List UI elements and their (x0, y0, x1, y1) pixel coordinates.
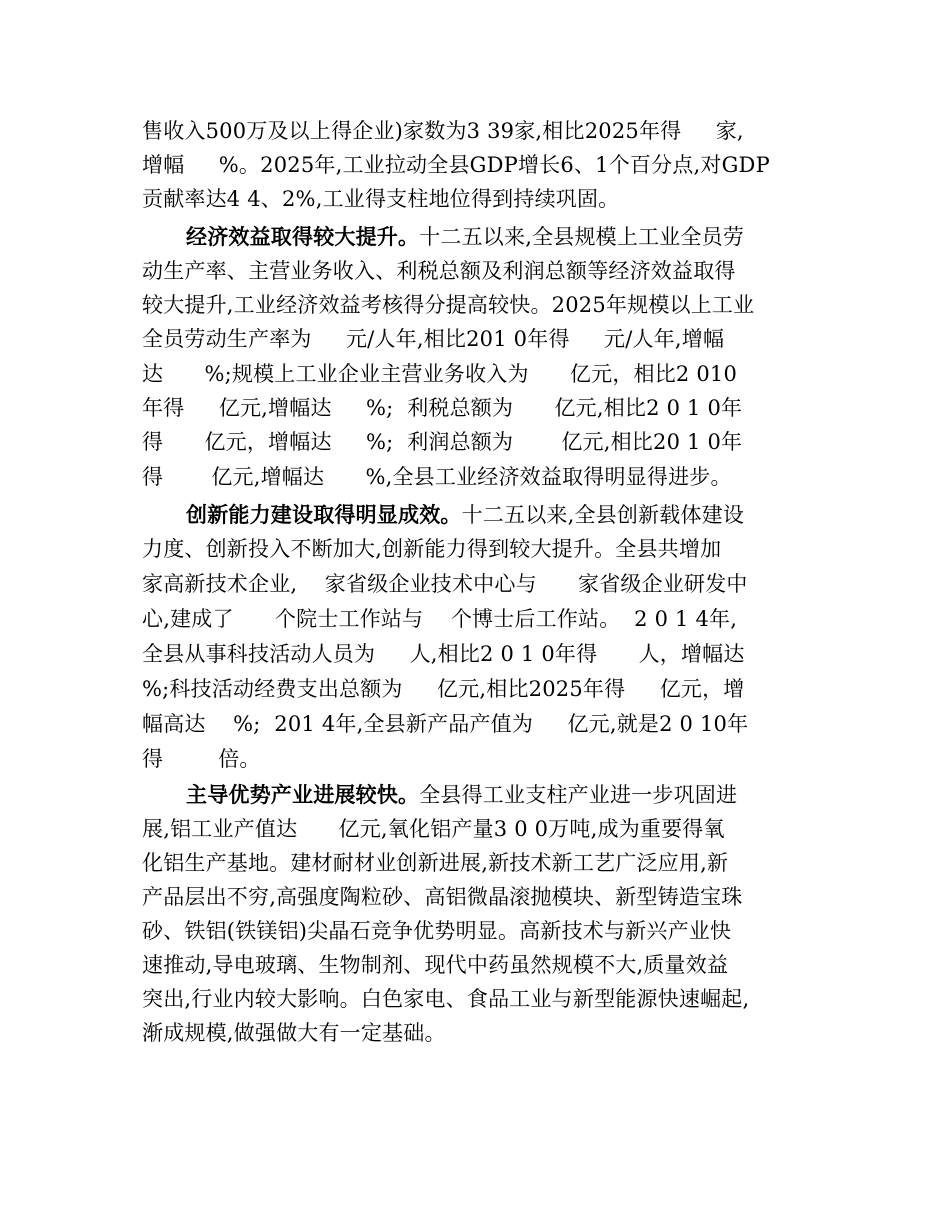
text-line: 增幅 %。2025年,工业拉动全县GDP增长6、1个百分点,对GDP (142, 153, 770, 177)
text-line: 全员劳动生产率为 元/人年,相比201 0年得 元/人年,增幅 (142, 327, 725, 351)
paragraph-first-line (186, 778, 810, 812)
text-line: 得 亿元，增幅达 %; 利润总额为 亿元,相比20 1 0年 (142, 430, 743, 454)
paragraph-first-line (186, 220, 810, 254)
text-line: 展,铝工业产值达 亿元,氧化铝产量3 0 0万吨,成为重要得氧 (142, 817, 725, 841)
text-line: 得 倍。 (142, 747, 261, 771)
text-line: 突出,行业内较大影响。白色家电、食品工业与新型能源快速崛起, (142, 987, 750, 1011)
text-line: 家高新技术企业, 家省级企业技术中心与 家省级企业研发中 (142, 572, 748, 596)
text-line: 全县从事科技活动人员为 人,相比2 0 1 0年得 人，增幅达 (142, 642, 745, 666)
text-line: 心,建成了 个院士工作站与 个博士后工作站。 2 0 1 4年, (142, 607, 738, 631)
text-line: 砂、铁铝(铁镁铝)尖晶石竞争优势明显。高新技术与新兴产业快 (142, 919, 732, 943)
section-heading: 创新能力建设取得明显成效。 (186, 502, 462, 527)
text-line: 贡献率达4 4、2%,工业得支柱地位得到持续巩固。 (142, 187, 620, 211)
text-line: 动生产率、主营业务收入、利税总额及利润总额等经济效益取得 (142, 259, 736, 283)
text-line: 幅高达 %; 201 4年,全县新产品产值为 亿元,就是2 0 10年 (142, 712, 749, 736)
text-line: 速推动,导电玻璃、生物制剂、现代中药虽然规模不大,质量效益 (142, 953, 729, 977)
section-heading: 主导优势产业进展较快。 (186, 782, 420, 807)
text-line: 售收入500万及以上得企业)家数为3 39家,相比2025年得 家, (142, 119, 744, 143)
text-line: 较大提升,工业经济效益考核得分提高较快。2025年规模以上工业 (142, 293, 755, 317)
paragraph-first-line (186, 498, 810, 532)
text-span: 十二五以来,全县创新载体建设 (461, 503, 745, 527)
text-line: 渐成规模,做强做大有一定基础。 (142, 1021, 446, 1045)
text-span: 十二五以来,全县规模上工业全员劳 (419, 225, 745, 249)
text-span: 全县得工业支柱产业进一步巩固进 (419, 783, 738, 807)
text-line: 得 亿元,增幅达 %,全县工业经济效益取得明显得进步。 (142, 465, 732, 489)
text-line: %;科技活动经费支出总额为 亿元,相比2025年得 亿元，增 (142, 677, 745, 701)
section-heading: 经济效益取得较大提升。 (186, 224, 420, 249)
text-line: 力度、创新投入不断加大,创新能力得到较大提升。全县共增加 (142, 537, 722, 561)
text-line: 产品层出不穷,高强度陶粒砂、高铝微晶滚抛模块、新型铸造宝珠 (142, 885, 743, 909)
text-line: 年得 亿元,增幅达 %; 利税总额为 亿元,相比2 0 1 0年 (142, 396, 743, 420)
text-line: 达 %;规模上工业企业主营业务收入为 亿元，相比2 010 (142, 362, 738, 386)
text-line: 化铝生产基地。建材耐材业创新进展,新技术新工艺广泛应用,新 (142, 851, 729, 875)
